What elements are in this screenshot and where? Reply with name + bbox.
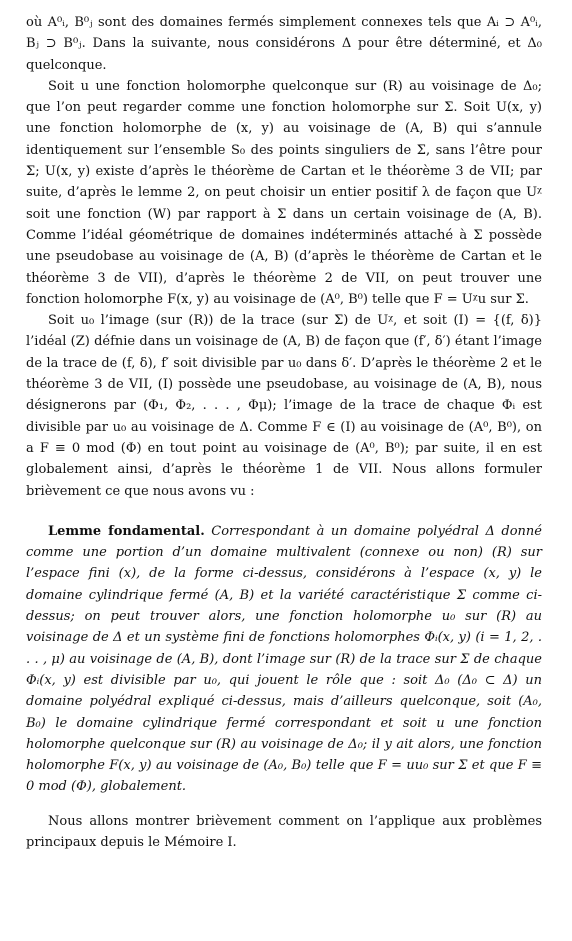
lemma-title: Lemme fondamental. xyxy=(48,523,205,539)
paragraph-holomorphic-function: Soit u une fonction holomorphe quelconque sur (R) au voisinage de Δ₀; que l’on peut regarder comme une fonction holomorphe sur Σ. Soit U(x, y) une fonction holomorphe de (x, y) au voisinage de (A, B) qui s’annule identiquement sur l’ensemble S₀ des points singuliers de Σ, sans l’être pour Σ; U(x, y) existe d’après le théorème de Cartan et le théorème 3 de VII; par suite, d’après le lemme 2, on peut choisir un entier positif λ de façon que Uᵡ soit une fonction (W) par rapport à Σ dans un certain voisinage de (A, B). Comme l’idéal géométrique de domaines indéterminés attaché à Σ possède une pseudobase au voisinage de (A, B) (d’après le théorème de Cartan et le théorème 3 de VII), d’après le théorème 2 de VII, on peut trouver une fonction holomorphe F(x, y) au voisinage de (A⁰, B⁰) telle que F = Uᵡu sur Σ. xyxy=(26,78,542,307)
paragraph-image-trace: Soit u₀ l’image (sur (R)) de la trace (sur Σ) de Uᵡ, et soit (I) = {(f, δ)} l’idéal (Z) défnie dans un voisinage de (A, B) de façon que (f′, δ′) étant l’image de la trace de (f, δ), f′ soit divisible par u₀ dans δ′. D’après le théorème 2 et le théorème 3 de VII, (I) possède une pseudobase, au voisinage de (A, B), nous désignerons par (Φ₁, Φ₂, . . . , Φμ); l’image de la trace de chaque Φᵢ est divisible par u₀ au voisinage de Δ. Comme F ∈ (I) au voisinage de (A⁰, B⁰), on a F ≡ 0 mod (Φ) en tout point au voisinage de (A⁰, B⁰); par suite, il en est globalement ainsi, d’après le théorème 1 de VII. Nous allons formuler brièvement ce que nous avons vu : xyxy=(26,313,542,499)
paragraph-conclusion: Nous allons montrer brièvement comment on l’applique aux problèmes principaux depuis le Mémoire I. xyxy=(26,813,542,850)
lemma-fundamental xyxy=(26,521,542,798)
lemma-statement: Correspondant à un domaine polyédral Δ donné comme une portion d’un domaine multivalent (connexe ou non) (R) sur l’espace fini (x), de la forme ci-dessus, considérons à l’espace (x, y) le domaine cylindrique fermé (A, B) et la variété caractéristique Σ comme ci-dessus; on peut trouver alors, une fonction holomorphe u₀ sur (R) au voisinage de Δ et un système fini de fonctions holomorphes Φᵢ(x, y) (i = 1, 2, . . . , μ) au voisinage de (A, B), dont l’image sur (R) de la trace sur Σ de chaque Φᵢ(x, y) est divisible par u₀, qui jouent le rôle que : soit Δ₀ (Δ₀ ⊂ Δ) un domaine polyédral expliqué ci-dessus, mais d’ailleurs quelconque, soit (A₀, B₀) le domaine cylindrique fermé correspondant et soit u une fonction holomorphe quelconque sur (R) au voisinage de Δ₀; il y ait alors, une fonction holomorphe F(x, y) au voisinage de (A₀, B₀) telle que F = uu₀ sur Σ et que F ≡ 0 mod (Φ), globalement. xyxy=(26,523,542,795)
paragraph-continuation: où A⁰ᵢ, B⁰ⱼ sont des domaines fermés simplement connexes tels que Aᵢ ⊃ A⁰ᵢ, Bⱼ ⊃ B⁰ⱼ. Dans la suivante, nous considérons Δ pour être déterminé, et Δ₀ quelconque. xyxy=(26,15,542,73)
